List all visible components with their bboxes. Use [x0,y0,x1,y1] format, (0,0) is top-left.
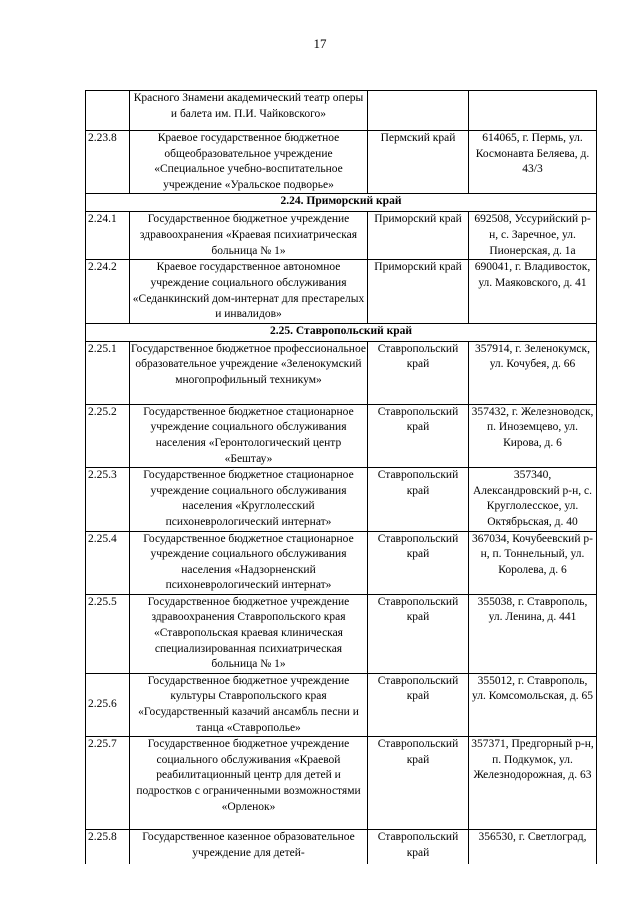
table-row [86,260,597,323]
table-row [86,212,597,260]
region [368,91,469,131]
row-number: 2.25.2 [86,404,130,467]
table-row [86,737,597,830]
region: Приморский край [368,212,469,260]
table-row [86,531,597,594]
section-row [86,194,597,212]
table-row [86,594,597,673]
institution-name: Краевое государственное бюджетное общеобразовательное учреждение «Специальное учебно-воспитательное учреждение «Уральское подворье» [130,131,368,194]
table-row [86,91,597,131]
row-number: 2.25.3 [86,468,130,531]
row-number: 2.25.8 [86,830,130,864]
region: Ставропольский край [368,341,469,404]
institution-name: Государственное бюджетное учреждение культуры Ставропольского края «Государственный казачий ансамбль песни и танца «Ставрополье» [130,673,368,736]
table-row [86,341,597,404]
institution-name: Государственное бюджетное профессиональное образовательное учреждение «Зеленокумский многопрофильный техникум» [130,341,368,404]
address: 357432, г. Железноводск, п. Иноземцево, ул. Кирова, д. 6 [469,404,597,467]
region: Ставропольский край [368,468,469,531]
table-row [86,830,597,864]
institution-name: Государственное бюджетное стационарное учреждение социального обслуживания населения «Геронтологический центр «Бештау» [130,404,368,467]
address: 357371, Предгорный р-н, п. Подкумок, ул. Железнодорожная, д. 63 [469,737,597,830]
address: 357914, г. Зеленокумск, ул. Кочубея, д. 66 [469,341,597,404]
institution-name: Краевое государственное автономное учреждение социального обслуживания «Седанкинский дом-интернат для престарелых и инвалидов» [130,260,368,323]
row-number: 2.23.8 [86,131,130,194]
institution-name: Государственное бюджетное стационарное учреждение социального обслуживания населения «Надзорненский психоневрологический интернат» [130,531,368,594]
region: Ставропольский край [368,531,469,594]
table-row [86,673,597,736]
region: Ставропольский край [368,594,469,673]
address: 355038, г. Ставрополь, ул. Ленина, д. 441 [469,594,597,673]
row-number: 2.25.7 [86,737,130,830]
region: Ставропольский край [368,404,469,467]
institution-name: Государственное бюджетное учреждение здравоохранения «Краевая психиатрическая больница № 1» [130,212,368,260]
section-heading: 2.24. Приморский край [86,194,597,212]
region: Пермский край [368,131,469,194]
table-row [86,131,597,194]
address: 356530, г. Светлоград, [469,830,597,864]
region: Ставропольский край [368,737,469,830]
region: Приморский край [368,260,469,323]
row-number: 2.24.1 [86,212,130,260]
address: 690041, г. Владивосток, ул. Маяковского, д. 41 [469,260,597,323]
page-number: 17 [313,36,327,51]
section-heading: 2.25. Ставропольский край [86,323,597,341]
address: 357340, Александровский р-н, с. Круглолесское, ул. Октябрьская, д. 40 [469,468,597,531]
region: Ставропольский край [368,673,469,736]
row-number: 2.24.2 [86,260,130,323]
row-number: 2.25.5 [86,594,130,673]
institution-name: Государственное бюджетное стационарное учреждение социального обслуживания населения «Круглолесский психоневрологический интернат» [130,468,368,531]
row-number: 2.25.1 [86,341,130,404]
address [469,91,597,131]
institution-name: Государственное бюджетное учреждение здравоохранения Ставропольского края «Ставропольская краевая клиническая специализированная психиатрическая больница № 1» [130,594,368,673]
address: 692508, Уссурийский р-н, с. Заречное, ул. Пионерская, д. 1а [469,212,597,260]
section-row [86,323,597,341]
address: 355012, г. Ставрополь, ул. Комсомольская, д. 65 [469,673,597,736]
address: 614065, г. Пермь, ул. Космонавта Беляева, д. 43/3 [469,131,597,194]
row-number: 2.25.6 [86,673,130,736]
institution-name: Государственное казенное образовательное учреждение для детей- [130,830,368,864]
institution-name: Красного Знамени академический театр оперы и балета им. П.И. Чайковского» [130,91,368,131]
region: Ставропольский край [368,830,469,864]
institution-name: Государственное бюджетное учреждение социального обслуживания «Краевой реабилитационный центр для детей и подростков с ограниченными возможностями «Орленок» [130,737,368,830]
table-row [86,404,597,467]
address: 367034, Кочубеевский р-н, п. Тоннельный, ул. Королева, д. 6 [469,531,597,594]
row-number: 2.25.4 [86,531,130,594]
row-number [86,91,130,131]
table-row [86,468,597,531]
institutions-table [85,90,597,864]
